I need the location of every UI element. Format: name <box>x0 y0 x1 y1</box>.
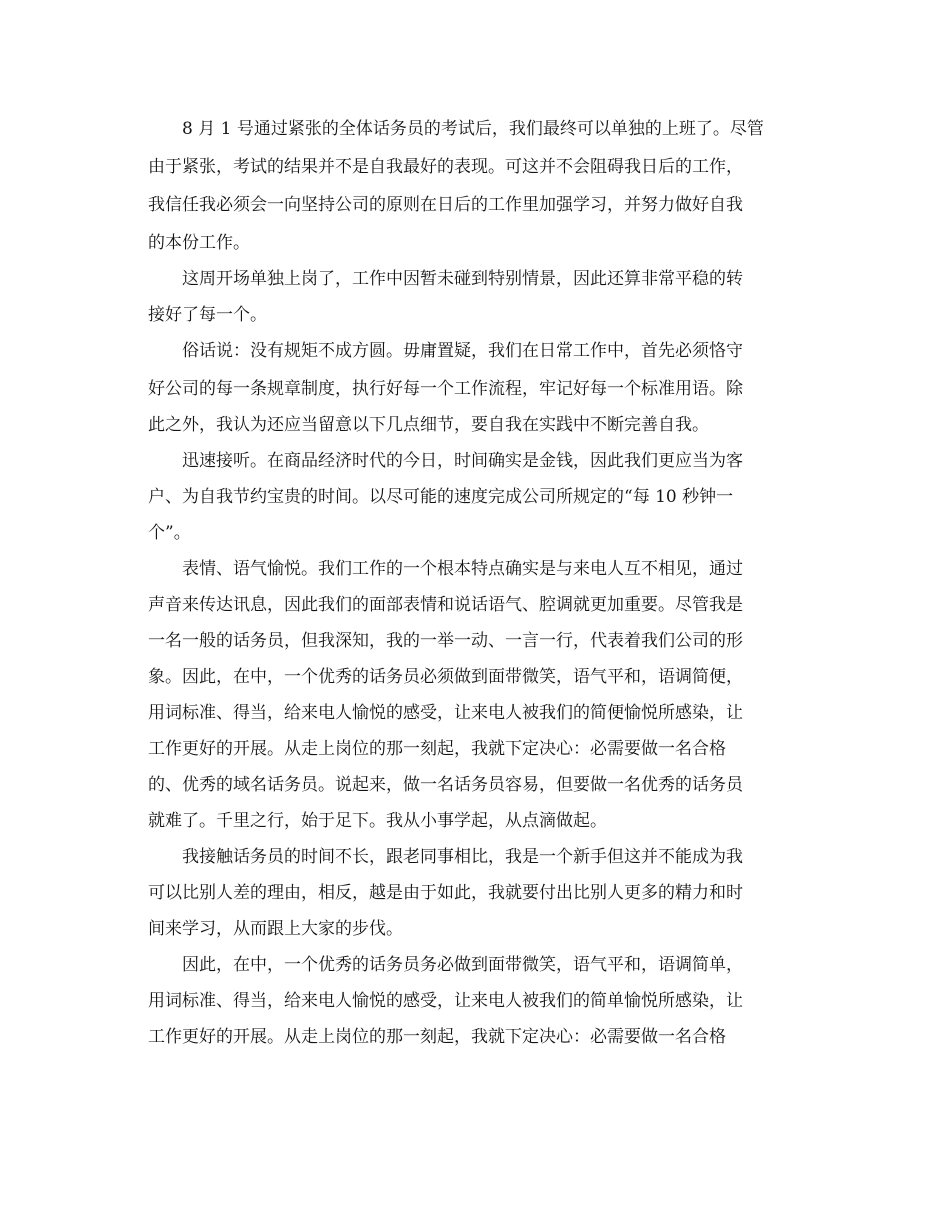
text-line: 由于紧张，考试的结果并不是自我最好的表现。可这并不会阻碍我日后的工作， <box>148 157 743 177</box>
text-line: 用词标准、得当，给来电人愉悦的感受，让来电人被我们的简便愉悦所感染，让 <box>148 703 743 723</box>
text-line: 表情、语气愉悦。我们工作的一个根本特点确实是与来电人互不相见，通过 <box>182 559 743 579</box>
text-line: 工作更好的开展。从走上岗位的那一刻起，我就下定决心：必需要做一名合格 <box>148 739 726 759</box>
text-line: 可以比别人差的理由，相反，越是由于如此，我就要付出比别人更多的精力和时 <box>148 883 743 903</box>
text-line: 间来学习，从而跟上大家的步伐。 <box>148 919 403 939</box>
text-line: 接好了每一个。 <box>148 305 267 325</box>
text-line: 迅速接听。在商品经济时代的今日，时间确实是金钱，因此我们更应当为客 <box>182 451 743 471</box>
text-line: 俗话说：没有规矩不成方圆。毋庸置疑，我们在日常工作中，首先必须恪守 <box>182 341 743 361</box>
text-line: 这周开场单独上岗了，工作中因暂未碰到特别情景，因此还算非常平稳的转 <box>182 269 743 289</box>
text-line: 用词标准、得当，给来电人愉悦的感受，让来电人被我们的简单愉悦所感染，让 <box>148 991 743 1011</box>
text-line: 工作更好的开展。从走上岗位的那一刻起，我就下定决心：必需要做一名合格 <box>148 1027 726 1047</box>
text-line: 一名一般的话务员，但我深知，我的一举一动、一言一行，代表着我们公司的形 <box>148 631 743 651</box>
text-line: 声音来传达讯息，因此我们的面部表情和说话语气、腔调就更加重要。尽管我是 <box>148 595 743 615</box>
text-line: 户、为自我节约宝贵的时间。以尽可能的速度完成公司所规定的“每 10 秒钟一 <box>148 487 734 507</box>
text-line: 好公司的每一条规章制度，执行好每一个工作流程，牢记好每一个标准用语。除 <box>148 379 743 399</box>
text-line: 就难了。千里之行，始于足下。我从小事学起，从点滴做起。 <box>148 811 607 831</box>
text-line: 因此，在中，一个优秀的话务员务必做到面带微笑，语气平和，语调简单， <box>182 955 743 975</box>
text-line: 象。因此，在中，一个优秀的话务员必须做到面带微笑，语气平和，语调简便， <box>148 667 743 687</box>
text-line: 个”。 <box>148 523 191 543</box>
text-line: 8 月 1 号通过紧张的全体话务员的考试后，我们最终可以单独的上班了。尽管 <box>182 119 764 139</box>
text-line: 此之外，我认为还应当留意以下几点细节，要自我在实践中不断完善自我。 <box>148 415 709 435</box>
text-line: 的、优秀的域名话务员。说起来，做一名话务员容易，但要做一名优秀的话务员 <box>148 775 743 795</box>
text-line: 我接触话务员的时间不长，跟老同事相比，我是一个新手但这并不能成为我 <box>182 847 743 867</box>
text-line: 我信任我必须会一向坚持公司的原则在日后的工作里加强学习，并努力做好自我 <box>148 195 743 215</box>
text-line: 的本份工作。 <box>148 233 250 253</box>
